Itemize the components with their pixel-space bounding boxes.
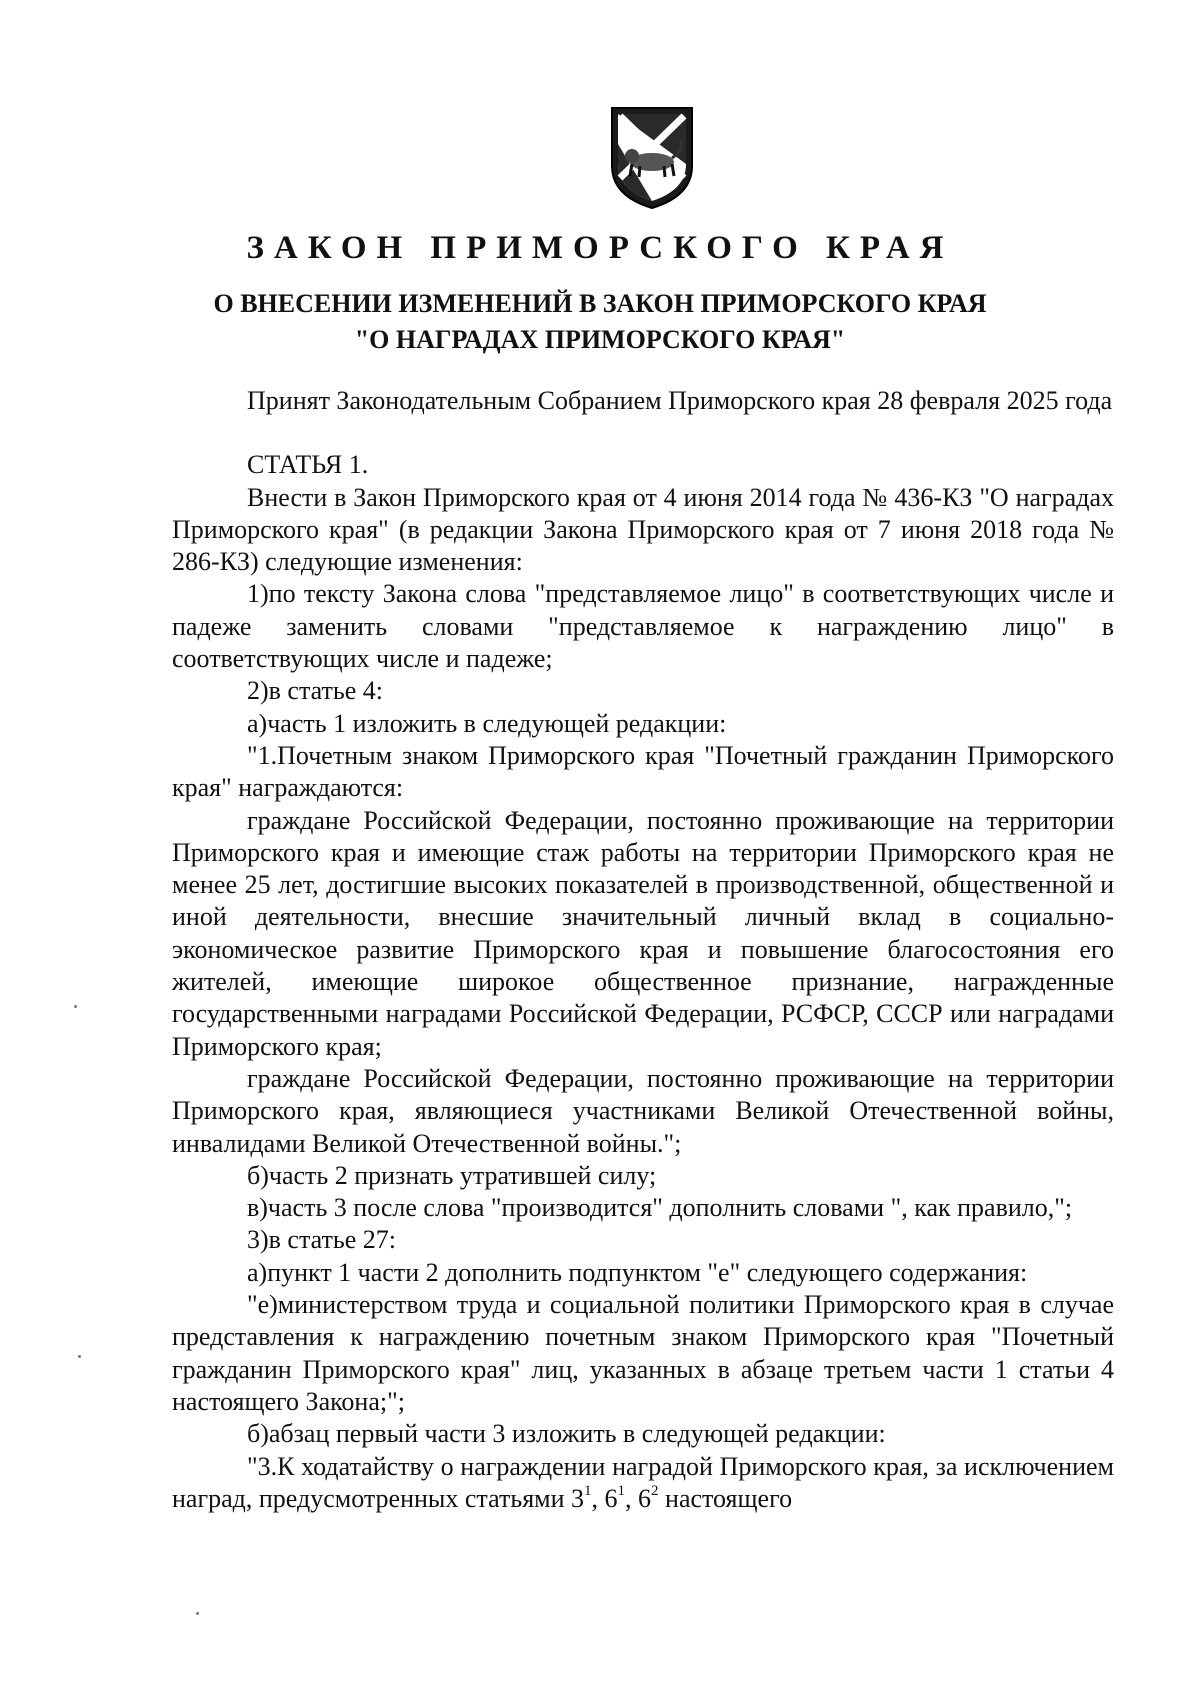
subtitle-line-2: "О НАГРАДАХ ПРИМОРСКОГО КРАЯ" <box>354 325 846 354</box>
superscript-3: 2 <box>651 1483 659 1500</box>
item-3b: б)абзац первый части 3 изложить в следующей редакции: <box>247 1419 886 1449</box>
article-heading: СТАТЬЯ 1. <box>247 450 369 480</box>
item-3a: а)пункт 1 части 2 дополнить подпунктом "е" следующего содержания: <box>247 1257 1028 1287</box>
law-title: ЗАКОН ПРИМОРСКОГО КРАЯ <box>246 230 954 266</box>
subtitle-line-1: О ВНЕСЕНИИ ИЗМЕНЕНИЙ В ЗАКОН ПРИМОРСКОГО КРАЯ <box>213 289 987 318</box>
item-3a-quote: "е)министерством труда и социальной политики Приморского края в случае представления к награждению почетным знаком Приморского края "Почетный гражданин Приморского края" лиц, указанных в абзаце третьем части 1 статьи 4 настоящего Закона;"; <box>172 1290 1114 1416</box>
item-2a-paragraph-2: граждане Российской Федерации, постоянно проживающие на территории Приморского края, являющиеся участниками Великой Отечественной войны, инвалидами Великой Отечественной войны."; <box>172 1063 1114 1158</box>
law-body <box>172 385 1114 1515</box>
adoption-note: Принят Законодательным Собранием Приморского края 28 февраля 2025 года <box>247 386 1113 415</box>
item-1: 1)по тексту Закона слова "представляемое лицо" в соответствующих числе и падеже заменить словами "представляемое к награждению лицо" в соответствующих числе и падеже; <box>172 579 1114 674</box>
margin-mark <box>78 1355 81 1358</box>
article-intro: Внести в Закон Приморского края от 4 июня 2014 года № 436-КЗ "О наградах Приморского края" (в редакции Закона Приморского края от 7 июня 2018 года № 286-КЗ) следующие изменения: <box>172 482 1114 577</box>
item-2b: б)часть 2 признать утратившей силу; <box>247 1160 657 1190</box>
item-2c: в)часть 3 после слова "производится" дополнить словами ", как правило,"; <box>247 1193 1073 1223</box>
item-2: 2)в статье 4: <box>247 676 384 706</box>
item-3b-quote-end: настоящего <box>658 1483 793 1513</box>
separator-2: , 6 <box>625 1483 652 1513</box>
superscript-1: 1 <box>584 1483 592 1500</box>
item-2a: а)часть 1 изложить в следующей редакции: <box>247 708 727 738</box>
superscript-2: 1 <box>617 1483 626 1500</box>
margin-mark <box>74 1005 77 1008</box>
margin-mark <box>196 1612 199 1615</box>
separator-1: , 6 <box>591 1483 618 1513</box>
item-3: 3)в статье 27: <box>247 1225 397 1255</box>
item-2a-quote: "1.Почетным знаком Приморского края "Почетный гражданин Приморского края" награждаются: <box>172 740 1114 803</box>
item-3b-quote <box>172 1451 1114 1516</box>
item-2a-paragraph-1: граждане Российской Федерации, постоянно проживающие на территории Приморского края и имеющие стаж работы на территории Приморского края не менее 25 лет, достигшие высоких показателей в производственной, общественной и иной деятельности, внесшие значительный личный вклад в социально-экономическое развитие Приморского края и повышение благосостояния его жителей, имеющие широкое общественное признание, награжденные государственными наградами Российской Федерации, РСФСР, СССР или наградами Приморского края; <box>172 805 1114 1061</box>
law-subtitle <box>0 286 1200 358</box>
item-3b-quote-start: "3.К ходатайству о награждении наградой Приморского края, за исключением наград, предусмотренных статьями 3 <box>172 1451 1114 1513</box>
coat-of-arms-emblem <box>608 104 696 210</box>
